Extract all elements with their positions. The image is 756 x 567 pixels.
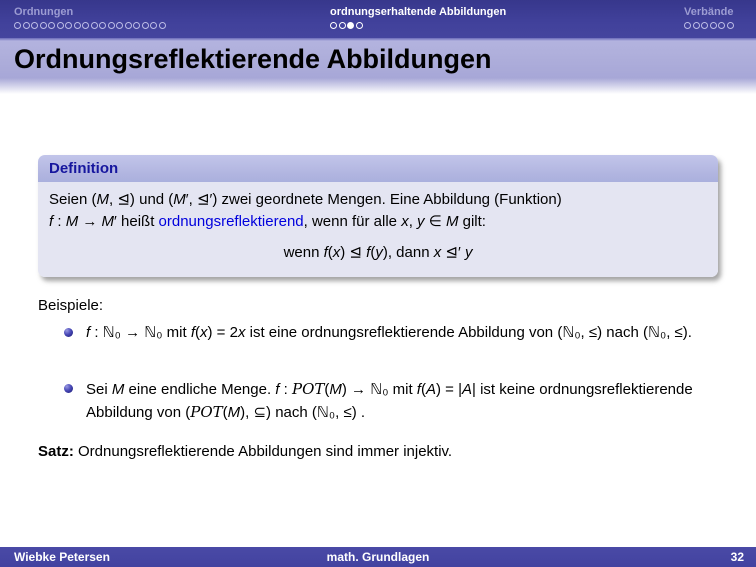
nav-section-verbaende[interactable] <box>684 6 735 29</box>
text-segment: M <box>445 213 459 230</box>
text-segment: f <box>366 244 371 261</box>
text-segment: ordnungsreflektierend <box>158 213 304 230</box>
bullet-ball-icon <box>64 328 73 337</box>
nav-section-ordnungen[interactable] <box>14 6 167 29</box>
text-segment: M <box>96 191 110 208</box>
text-segment: : <box>279 381 292 398</box>
text-segment: A <box>461 381 472 398</box>
definition-line-2 <box>49 211 707 233</box>
text-segment: ( <box>370 244 376 261</box>
nav-dot[interactable] <box>14 22 21 29</box>
text-segment: f <box>86 324 91 341</box>
text-segment: x <box>200 324 208 341</box>
nav-dot[interactable] <box>693 22 700 29</box>
text-segment: f <box>190 324 195 341</box>
definition-line-1 <box>49 189 707 211</box>
nav-dot[interactable] <box>108 22 115 29</box>
nav-dot[interactable] <box>99 22 106 29</box>
nav-section-ordnungserhaltende-abbildungen[interactable] <box>330 6 506 29</box>
nav-dot[interactable] <box>74 22 81 29</box>
nav-dot[interactable] <box>116 22 123 29</box>
text-segment: ist eine ordnungsreflektierende Abbildung von (ℕ₀, ≤) nach (ℕ₀, ≤). <box>245 324 692 341</box>
text-segment: M <box>65 213 79 230</box>
text-segment: Sei <box>86 381 112 398</box>
text-segment: ( <box>327 244 333 261</box>
nav-dot[interactable] <box>142 22 149 29</box>
text-segment: ( <box>420 381 426 398</box>
footer-bar <box>0 547 756 567</box>
definition-block-header <box>38 155 718 182</box>
text-segment: x <box>401 213 409 230</box>
nav-dot[interactable] <box>330 22 337 29</box>
list-item <box>64 322 704 344</box>
text-segment: ( <box>324 381 330 398</box>
definition-block <box>38 155 718 277</box>
nav-dot-current[interactable] <box>347 22 354 29</box>
text-segment: , ⊴) und ( <box>109 191 174 208</box>
text-segment: , wenn für alle <box>303 213 402 230</box>
title-band <box>0 38 756 95</box>
text-segment: x <box>332 244 341 261</box>
text-segment: ⊴′ <box>441 244 465 261</box>
text-segment: f <box>275 381 280 398</box>
text-segment: → <box>78 213 102 230</box>
nav-dots-ordnungserhaltende <box>330 22 506 29</box>
nav-bar <box>0 0 756 38</box>
nav-dots-ordnungen <box>14 22 167 29</box>
text-segment: y <box>417 213 425 230</box>
definition-formula <box>49 242 707 264</box>
text-segment: eine endliche Menge. <box>124 381 276 398</box>
nav-dot[interactable] <box>23 22 30 29</box>
nav-dots-verbaende <box>684 22 735 29</box>
nav-dot[interactable] <box>356 22 363 29</box>
nav-dot[interactable] <box>91 22 98 29</box>
text-segment: x <box>237 324 246 341</box>
nav-dot[interactable] <box>125 22 132 29</box>
text-segment: ) → ℕ₀ mit <box>341 381 417 398</box>
nav-dot[interactable] <box>339 22 346 29</box>
nav-dot[interactable] <box>159 22 166 29</box>
nav-dot[interactable] <box>710 22 717 29</box>
nav-dot[interactable] <box>701 22 708 29</box>
text-segment: ) = | <box>435 381 462 398</box>
bullet-text <box>86 322 704 344</box>
page-title: Ordnungsreflektierende Abbildungen <box>14 44 492 74</box>
beispiele-label: Beispiele: <box>38 297 104 314</box>
text-segment: Ordnungsreflektierende Abbildungen sind immer injektiv. <box>73 443 453 460</box>
text-segment: M <box>227 404 241 421</box>
text-segment: | ist keine ordnungsreflektierende Abbildung von ( <box>86 381 693 421</box>
text-segment: ), dann <box>382 244 434 261</box>
nav-dot[interactable] <box>150 22 157 29</box>
nav-dot[interactable] <box>65 22 72 29</box>
text-segment: ′ heißt <box>114 213 159 230</box>
text-segment: A <box>425 381 436 398</box>
nav-dot[interactable] <box>31 22 38 29</box>
nav-dot[interactable] <box>727 22 734 29</box>
text-segment: wenn <box>283 244 324 261</box>
nav-section-label[interactable]: ordnungserhaltende Abbildungen <box>330 6 507 18</box>
footer-page-number: 32 <box>730 550 744 564</box>
text-segment: ∈ <box>424 213 446 230</box>
text-segment: f <box>323 244 328 261</box>
text-segment: x <box>433 244 442 261</box>
nav-dot[interactable] <box>40 22 47 29</box>
bullet-ball-icon <box>64 384 73 393</box>
text-segment: M <box>101 213 115 230</box>
text-segment: M <box>329 381 342 398</box>
text-segment: Satz: <box>38 443 74 460</box>
text-segment: f <box>49 213 54 230</box>
nav-dot[interactable] <box>684 22 691 29</box>
text-segment: : <box>53 213 66 230</box>
text-segment: y <box>464 244 473 261</box>
text-segment: M <box>173 191 186 208</box>
text-segment: ( <box>195 324 200 341</box>
footer-author: Wiebke Petersen <box>14 550 110 564</box>
definition-block-body <box>38 182 718 277</box>
bullet-text <box>86 378 704 424</box>
nav-dot[interactable] <box>133 22 140 29</box>
text-segment: ) ⊴ <box>340 244 367 261</box>
text-segment: y <box>375 244 383 261</box>
definition-block-title: Definition <box>49 160 119 177</box>
list-item <box>64 378 704 424</box>
text-segment: ), ⊆) nach (ℕ₀, ≤) . <box>240 404 366 421</box>
nav-dot[interactable] <box>57 22 64 29</box>
nav-section-label[interactable]: Verbände <box>684 6 734 18</box>
text-segment: POT <box>190 403 223 421</box>
nav-dot[interactable] <box>82 22 89 29</box>
text-segment: Seien ( <box>49 191 97 208</box>
text-segment: ( <box>222 404 228 421</box>
text-segment: ′, ⊴′) zwei geordnete Mengen. Eine Abbildung (Funktion) <box>185 191 562 208</box>
text-segment: : ℕ₀ → ℕ₀ mit <box>90 324 191 341</box>
footer-course: math. Grundlagen <box>326 550 430 564</box>
text-segment: , <box>408 213 418 230</box>
nav-section-label[interactable]: Ordnungen <box>14 6 74 18</box>
text-segment: ) = 2 <box>207 324 238 341</box>
nav-dot[interactable] <box>48 22 55 29</box>
satz-statement <box>38 441 728 463</box>
text-segment: POT <box>291 380 325 398</box>
nav-dot[interactable] <box>718 22 725 29</box>
text-segment: gilt: <box>458 213 486 230</box>
text-segment: M <box>111 381 125 398</box>
text-segment: f <box>416 381 421 398</box>
